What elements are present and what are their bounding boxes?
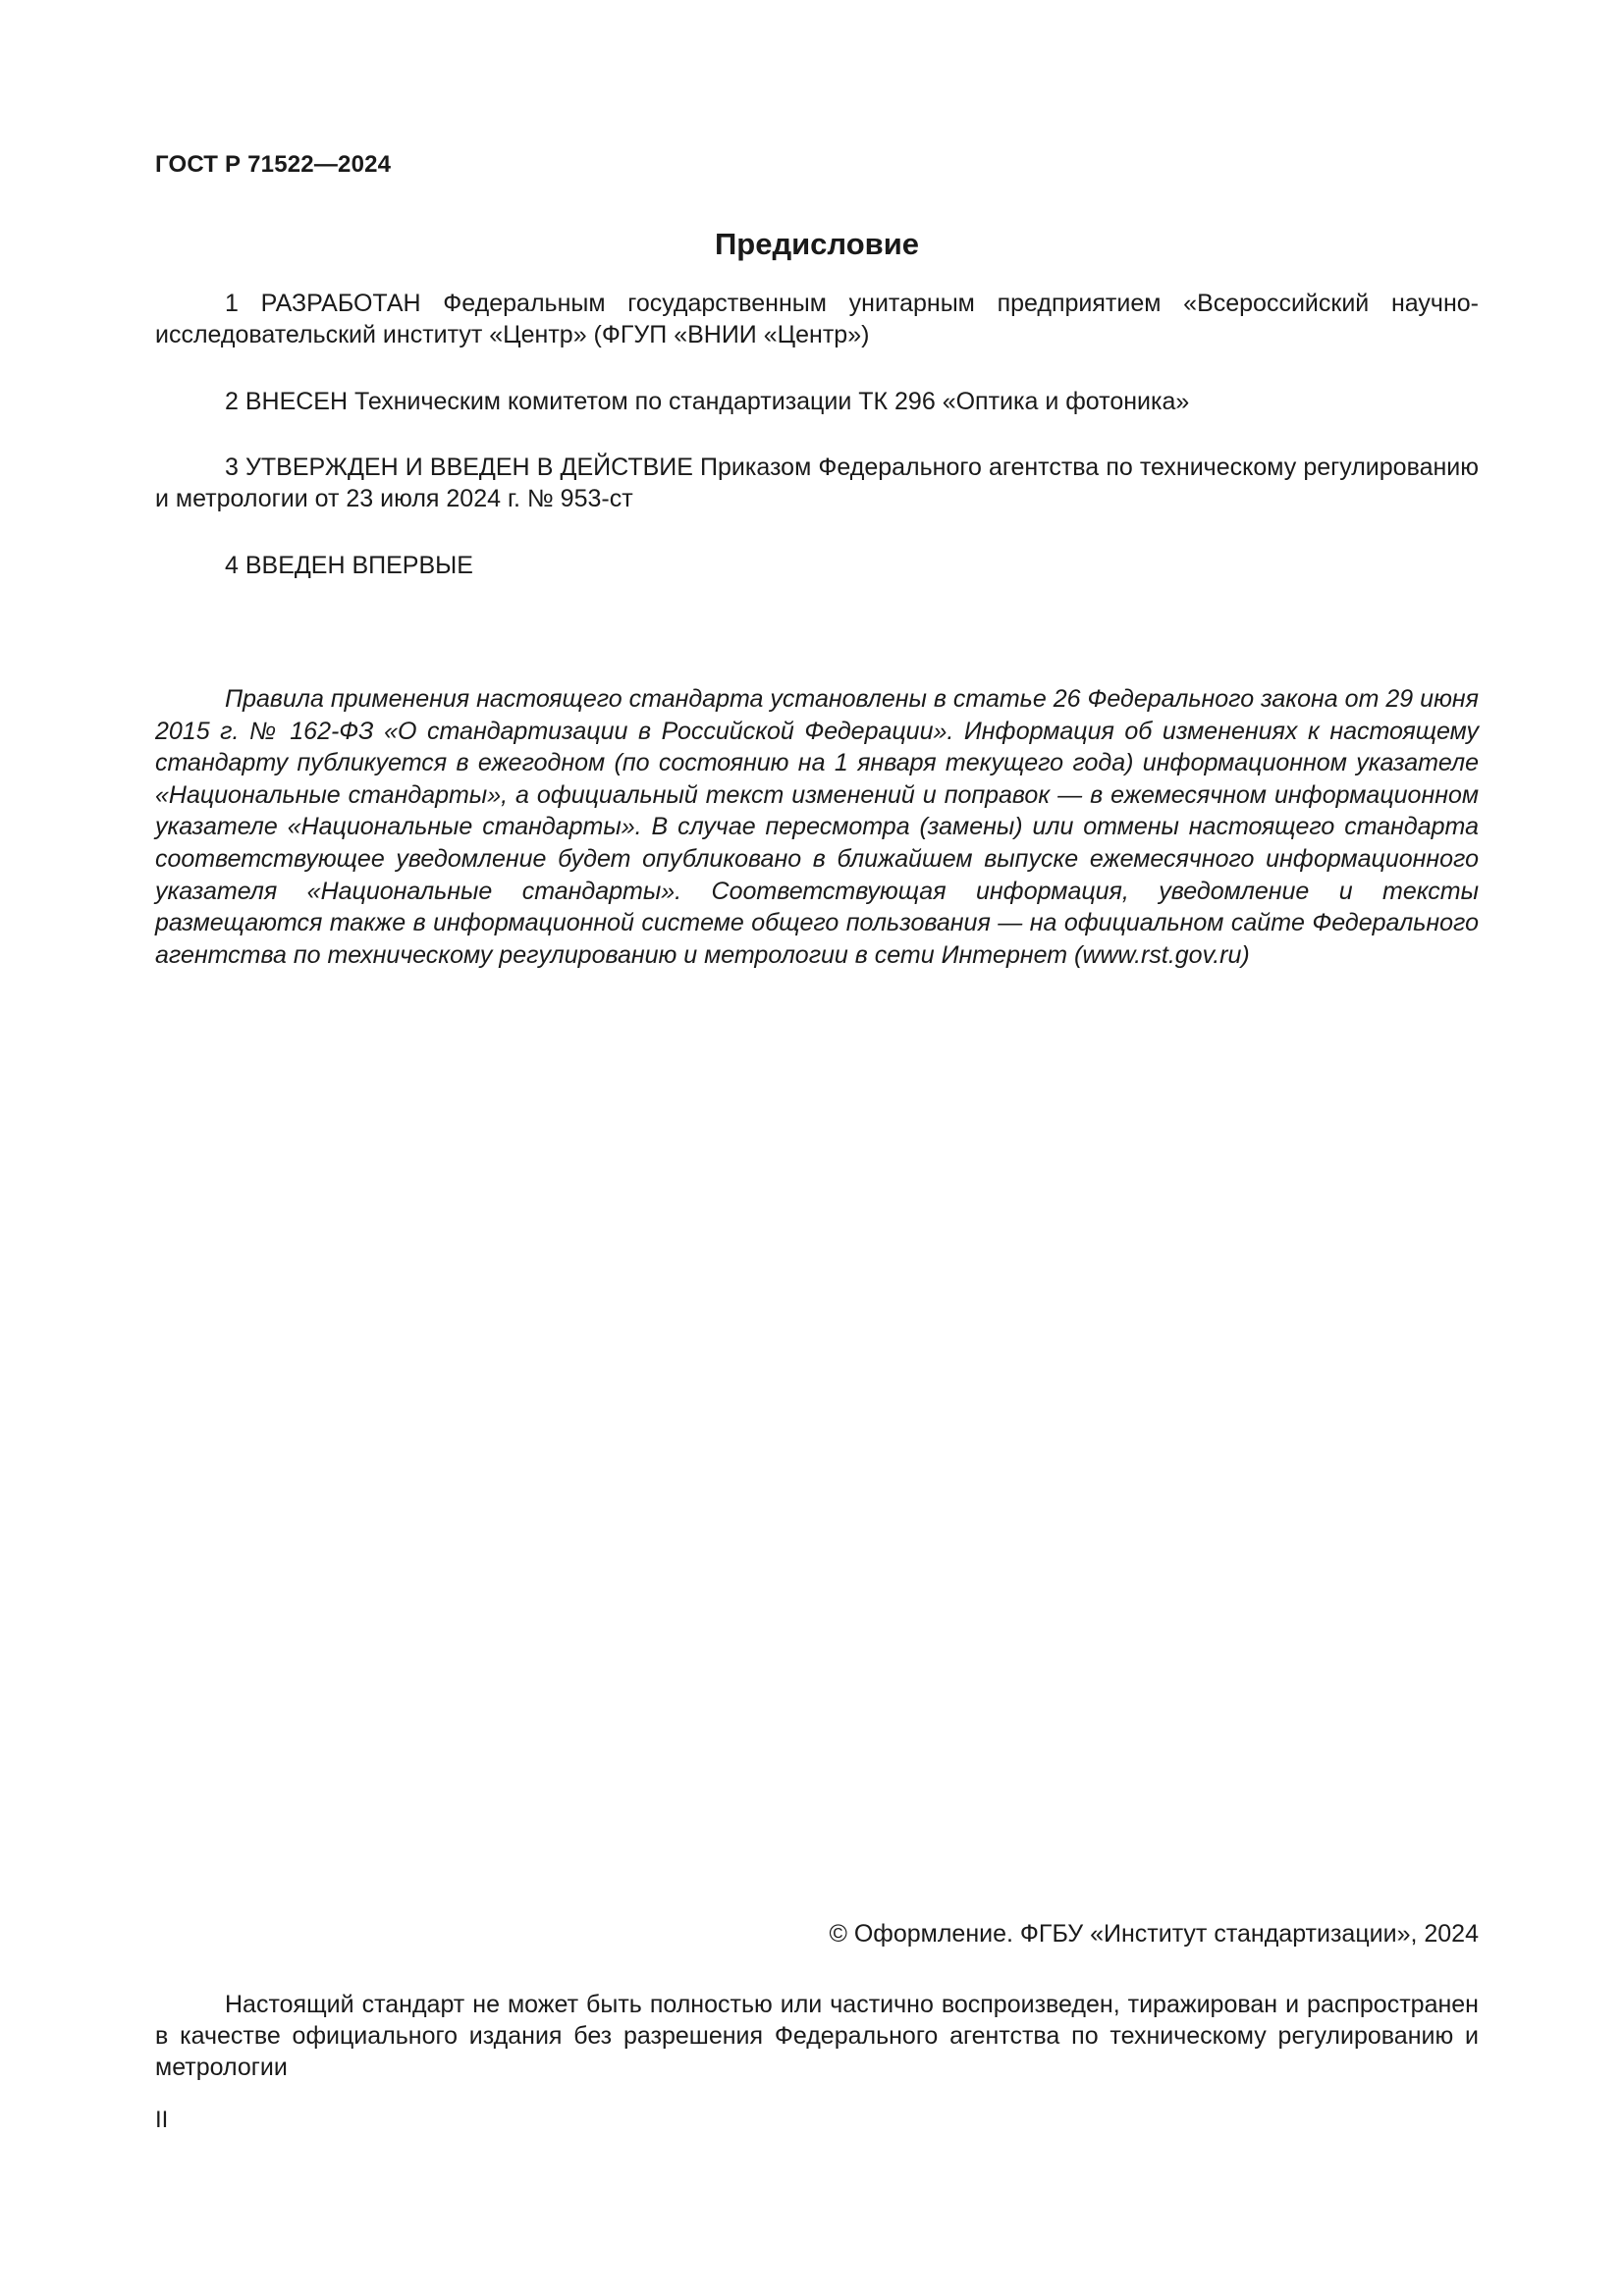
preface-item-approved: 3 УТВЕРЖДЕН И ВВЕДЕН В ДЕЙСТВИЕ Приказом Федерального агентства по техническому регулированию и метрологии от 23 июля 2024 г. № 953-ст <box>155 454 1479 512</box>
reproduction-restriction: Настоящий стандарт не может быть полностью или частично воспроизведен, тиражирован и распространен в качестве официального издания без разрешения Федерального агентства по техническому регулированию и метрологии <box>155 1991 1479 2081</box>
copyright-notice: © Оформление. ФГБУ «Институт стандартизации», 2024 <box>829 1920 1479 1948</box>
preface-heading: Предисловие <box>714 227 919 261</box>
document-code: ГОСТ Р 71522—2024 <box>155 151 392 178</box>
preface-item-introduced: 2 ВНЕСЕН Техническим комитетом по стандартизации ТК 296 «Оптика и фотоника» <box>225 388 1190 415</box>
page-number: II <box>155 2107 169 2133</box>
preface-item-developed: 1 РАЗРАБОТАН Федеральным государственным унитарным предприятием «Всероссийский научно-исследовательский институт «Центр» (ФГУП «ВНИИ «Центр») <box>155 290 1479 348</box>
application-rules-notice: Правила применения настоящего стандарта установлены в статье 26 Федерального закона от 29 июня 2015 г. № 162-ФЗ «О стандартизации в Российской Федерации». Информация об изменениях к настоящему стандарту публикуется в ежегодном (по состоянию на 1 января текущего года) информационном указателе «Национальные стандарты», а официальный текст изменений и поправок — в ежемесячном информационном указателе «Национальные стандарты». В случае пересмотра (замены) или отмены настоящего стандарта соответствующее уведомление будет опубликовано в ближайшем выпуске ежемесячного информационного указателя «Национальные стандарты». Соответствующая информация, уведомление и тексты размещаются также в информационной системе общего пользования — на официальном сайте Федерального агентства по техническому регулированию и метрологии в сети Интернет (www.rst.gov.ru) <box>155 685 1479 969</box>
preface-item-first-introduced: 4 ВВЕДЕН ВПЕРВЫЕ <box>225 552 473 579</box>
